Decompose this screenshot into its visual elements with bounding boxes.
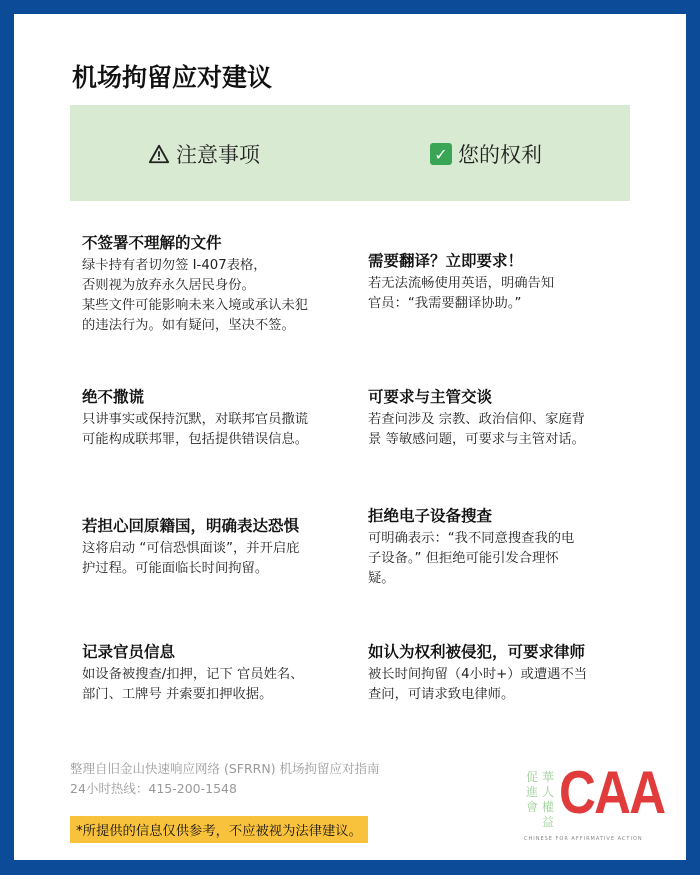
logo-tagline: CHINESE FOR AFFIRMATIVE ACTION bbox=[524, 836, 643, 842]
item-line: 若查问涉及 宗教、政治信仰、家庭背 bbox=[368, 412, 585, 427]
item-line: 护过程。可能面临长时间拘留。 bbox=[82, 561, 269, 576]
item-line: 可明确表示：“我不同意搜查我的电 bbox=[368, 531, 575, 546]
item-line: 如设备被搜查/扣押，记下 官员姓名、 bbox=[82, 667, 304, 682]
source-text: 整理自旧金山快速响应网络 (SFRRN) 机场拘留应对指南 bbox=[70, 761, 380, 776]
item-line: 被长时间拘留（4小时+）或遭遇不当 bbox=[368, 667, 588, 682]
item-line: 景 等敏感问题，可要求与主管对话。 bbox=[368, 432, 585, 447]
item-line: 只讲事实或保持沉默，对联邦官员撒谎 bbox=[82, 412, 309, 427]
logo-chinese-2: 華人權益 bbox=[542, 770, 555, 829]
left-item bbox=[82, 640, 362, 705]
item-body bbox=[368, 410, 648, 450]
caa-logo bbox=[524, 759, 665, 846]
rights-label: 您的权利 bbox=[458, 143, 542, 167]
left-item bbox=[82, 514, 362, 579]
item-line: 某些文件可能影响未来入境或承认未犯 bbox=[82, 298, 309, 313]
item-body bbox=[82, 410, 362, 450]
logo-chinese-1: 促進會 bbox=[526, 770, 539, 814]
item-line: 子设备。” 但拒绝可能引发合理怀 bbox=[368, 551, 559, 566]
flyer-card bbox=[14, 14, 686, 860]
left-item bbox=[82, 231, 362, 336]
item-line: 查问，可请求致电律师。 bbox=[368, 687, 515, 702]
item-line: 部门、工牌号 并索要扣押收据。 bbox=[82, 687, 273, 702]
hotline-text: 24小时热线：415-200-1548 bbox=[70, 781, 237, 796]
cautions-heading bbox=[148, 139, 260, 169]
item-body bbox=[82, 256, 362, 336]
item-body bbox=[368, 274, 648, 314]
item-line: 若无法流畅使用英语，明确告知 bbox=[368, 276, 555, 291]
item-line: 可能构成联邦罪，包括提供错误信息。 bbox=[82, 432, 309, 447]
right-item bbox=[368, 640, 648, 705]
item-line: 绿卡持有者切勿签 I-407表格， bbox=[82, 258, 267, 273]
item-heading: 需要翻译？立即要求！ bbox=[368, 252, 524, 270]
right-item bbox=[368, 385, 648, 450]
item-heading: 不签署不理解的文件 bbox=[82, 234, 222, 252]
item-line: 疑。 bbox=[368, 571, 395, 586]
item-line: 这将启动 “可信恐惧面谈”，并开启庇 bbox=[82, 541, 300, 556]
source-info bbox=[70, 759, 380, 799]
item-heading: 绝不撒谎 bbox=[82, 388, 145, 406]
item-line: 否则视为放弃永久居民身份。 bbox=[82, 278, 255, 293]
check-icon: ✓ bbox=[430, 143, 452, 165]
item-heading: 记录官员信息 bbox=[82, 643, 176, 661]
page-title: 机场拘留应对建议 bbox=[72, 63, 273, 92]
item-body bbox=[82, 665, 362, 705]
item-line: 的违法行为。如有疑问，坚决不签。 bbox=[82, 318, 295, 333]
cautions-label: 注意事项 bbox=[176, 143, 260, 167]
item-body bbox=[368, 529, 648, 589]
warning-icon bbox=[148, 143, 170, 165]
disclaimer-note: *所提供的信息仅供参考，不应被视为法律建议。 bbox=[70, 816, 368, 843]
item-body bbox=[368, 665, 648, 705]
left-item bbox=[82, 385, 362, 450]
item-line: 官员：“我需要翻译协助。” bbox=[368, 296, 522, 311]
item-heading: 若担心回原籍国，明确表达恐惧 bbox=[82, 517, 300, 535]
right-item bbox=[368, 249, 648, 314]
item-heading: 如认为权利被侵犯，可要求律师 bbox=[368, 643, 586, 661]
item-body bbox=[82, 539, 362, 579]
header-banner bbox=[70, 105, 630, 201]
rights-heading bbox=[430, 139, 542, 169]
right-item bbox=[368, 504, 648, 589]
item-heading: 拒绝电子设备搜查 bbox=[368, 507, 493, 525]
item-heading: 可要求与主管交谈 bbox=[368, 388, 493, 406]
logo-caa: CAA bbox=[559, 759, 665, 826]
